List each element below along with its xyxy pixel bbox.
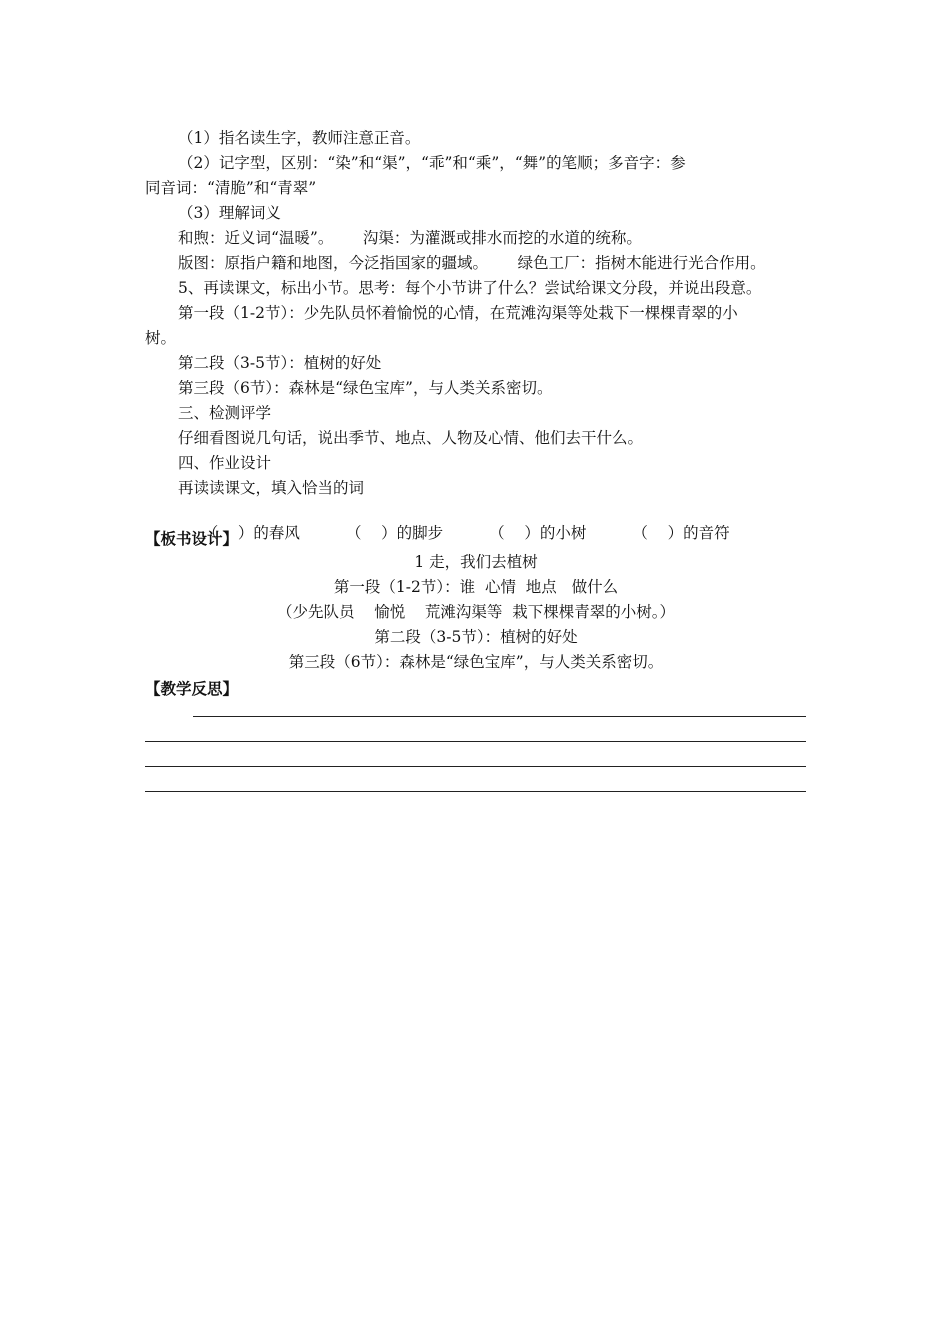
writing-line: [193, 716, 806, 717]
section-heading: 四、作业设计: [178, 454, 272, 472]
text-line: 再读读课文，填入恰当的词: [178, 479, 365, 497]
reflection-heading: 【教学反思】: [145, 680, 239, 698]
text-line: 第二段（3-5节）：植树的好处: [178, 354, 382, 372]
text-line: 同音词：“清脆”和“青翠”: [145, 179, 317, 197]
section-heading: 三、检测评学: [178, 404, 272, 422]
blank-item: （ ）的脚步: [345, 524, 444, 542]
text-line: 版图：原指户籍和地图，今泛指国家的疆域。 绿色工厂：指树木能进行光合作用。: [178, 254, 766, 272]
blank-item: （ ）的小树: [489, 524, 587, 542]
board-line: 第三段（6节）：森林是“绿色宝库”，与人类关系密切。: [288, 653, 664, 671]
writing-line: [145, 791, 806, 792]
board-line: 第一段（1-2节）：谁 心情 地点 做什么: [333, 578, 619, 596]
text-line: 第一段（1-2节）：少先队员怀着愉悦的心情，在荒滩沟渠等处栽下一棵棵青翠的小: [178, 304, 738, 322]
text-line: 仔细看图说几句话，说出季节、地点、人物及心情、他们去干什么。: [178, 429, 644, 447]
board-line: 第二段（3-5节）：植树的好处: [374, 628, 578, 646]
text-line: （1）指名读生字，教师注意正音。: [178, 129, 421, 147]
writing-line: [145, 741, 806, 742]
board-line: （少先队员 愉悦 荒滩沟渠等 栽下棵棵青翠的小树。）: [276, 603, 676, 621]
text-line: 第三段（6节）：森林是“绿色宝库”，与人类关系密切。: [178, 379, 553, 397]
blank-item: （ ）的春风: [202, 524, 300, 542]
board-design-heading: 【板书设计】: [145, 530, 239, 548]
writing-line: [145, 766, 806, 767]
text-line: （2）记字型，区别：“染”和“渠”，“乖”和“乘”，“舞”的笔顺；多音字：参: [178, 154, 686, 172]
board-title: 1 走，我们去植树: [414, 553, 538, 571]
text-line: （3）理解词义: [178, 204, 281, 222]
text-line: 和煦：近义词“温暖”。 沟渠：为灌溉或排水而挖的水道的统称。: [178, 229, 642, 247]
blank-item: （ ）的音符: [632, 524, 730, 542]
text-line: 5、再读课文，标出小节。思考：每个小节讲了什么？尝试给课文分段，并说出段意。: [178, 279, 762, 297]
text-line: 树。: [145, 329, 177, 347]
